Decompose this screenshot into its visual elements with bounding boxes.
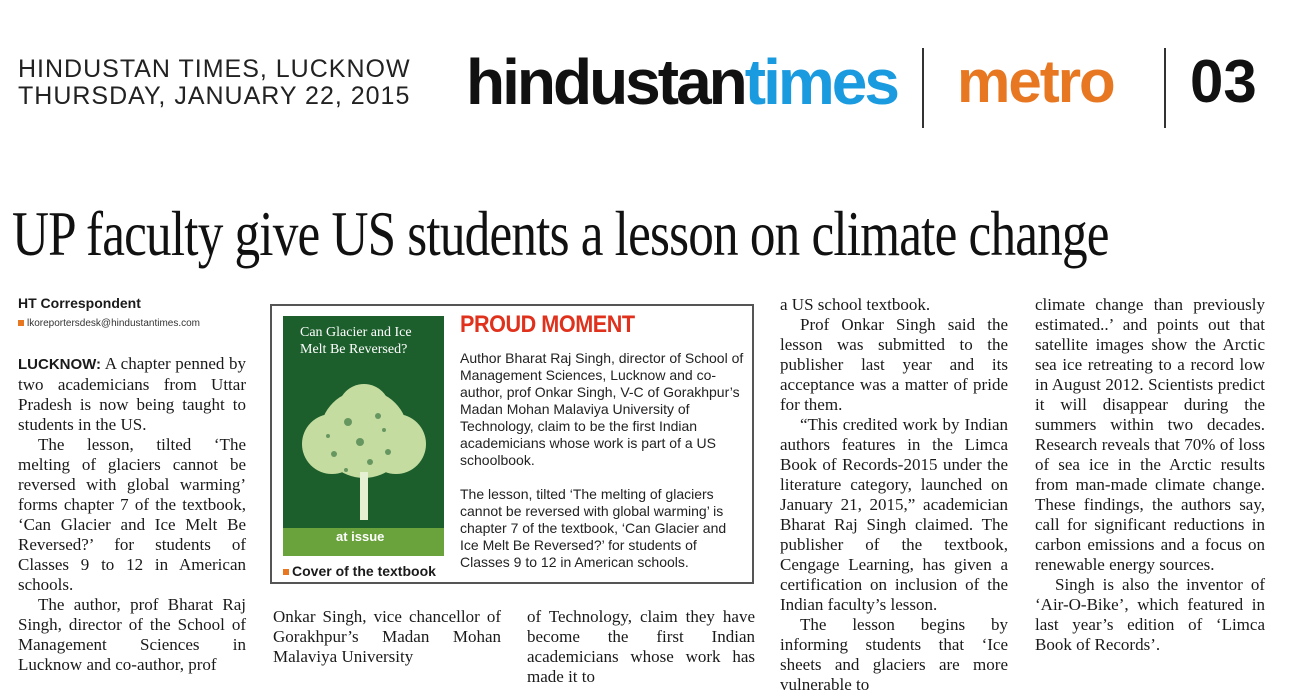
masthead-divider <box>922 48 924 128</box>
paragraph: Onkar Singh, vice chancellor of Gorakhpur’s Madan Mohan Malaviya University <box>273 607 501 666</box>
paragraph: Prof Onkar Singh said the lesson was submitted to the publisher last year and its acceptance was a matter of pride for them. <box>780 315 1008 414</box>
paragraph: Singh is also the inventor of ‘Air-O-Bike’, which featured in last year’s edition of ‘Limca Book of Records’. <box>1035 575 1265 654</box>
box-paragraph: The lesson, tilted ‘The melting of glaciers cannot be reversed with global warming’ is chapter 7 of the textbook, ‘Can Glacier and Ice Melt Be Reversed?’ for students of Classes 9 to 12 in American schools. <box>460 486 727 570</box>
byline: HT Correspondent <box>18 295 141 311</box>
hindustan-times-logo: hindustantimes <box>466 46 897 118</box>
publication-date: THURSDAY, JANUARY 22, 2015 <box>18 82 411 110</box>
paragraph: climate change than previously estimated..’ and points out that satellite images show the Arctic sea ice retreating to a record low in August 2012. Scientists predict it will disappear during the summers within two decades. Research reveals that 70% of loss of sea ice in the Arctic results from man-made climate change. These findings, the authors say, call for significant reductions in carbon emissions and a focus on renewable energy sources. <box>1035 295 1265 574</box>
tree-illustration <box>288 382 440 522</box>
publication-name: HINDUSTAN TIMES, LUCKNOW <box>18 55 411 83</box>
book-title: Can Glacier and Ice Melt Be Reversed? <box>300 325 412 357</box>
paragraph: The author, prof Bharat Raj Singh, director of the School of Management Sciences in Lucknow and co-author, prof <box>18 595 246 674</box>
paragraph: The lesson, tilted ‘The melting of glaciers cannot be reversed with global warming’ forms chapter 7 of the textbook, ‘Can Glacier and Ice Melt Be Reversed?’ for students of Classes 9 to 12 in American schools. <box>18 435 246 594</box>
article-column-1 <box>18 354 246 675</box>
bullet-icon <box>18 320 24 326</box>
paragraph: of Technology, claim they have become the first Indian academicians whose work has made it to <box>527 607 755 686</box>
email-address: lkoreportersdesk@hindustantimes.com <box>27 318 201 329</box>
article-column-3 <box>527 607 755 687</box>
bullet-icon <box>283 569 289 575</box>
box-body <box>460 350 744 571</box>
paragraph: The lesson begins by informing students that ‘Ice sheets and glaciers are more vulnerable to <box>780 615 1008 694</box>
box-heading: PROUD MOMENT <box>460 311 635 338</box>
page-number: 03 <box>1190 48 1257 115</box>
paragraph: “This credited work by Indian authors features in the Limca Book of Records-2015 under the literature category, launched on January 21, 2015,” academician Bharat Raj Singh claimed. The publisher of the textbook, Cengage Learning, has given a certification on inclusion of the Indian faculty’s lesson. <box>780 415 1008 614</box>
headline: UP faculty give US students a lesson on climate change <box>12 198 1109 269</box>
email-line <box>18 318 200 329</box>
book-series: at issue <box>336 529 385 544</box>
paragraph: LUCKNOW: A chapter penned by two academicians from Uttar Pradesh is now being taught to students in the US. <box>18 354 246 434</box>
box-paragraph: Author Bharat Raj Singh, director of School of Management Sciences, Lucknow and co-author, prof Onkar Singh, V-C of Gorakhpur’s Madan Mohan Malaviya University of Technology, claim to be the first Indian academicians whose work is part of a US schoolbook. <box>460 350 744 468</box>
publication-info <box>18 56 411 110</box>
section-name: metro <box>957 48 1114 115</box>
paragraph: a US school textbook. <box>780 295 931 314</box>
dateline: LUCKNOW: <box>18 356 102 373</box>
article-column-5 <box>1035 295 1265 655</box>
image-caption: Cover of the textbook <box>283 563 436 579</box>
article-column-4 <box>780 295 1008 695</box>
masthead-divider <box>1164 48 1166 128</box>
article-column-2 <box>273 607 501 667</box>
